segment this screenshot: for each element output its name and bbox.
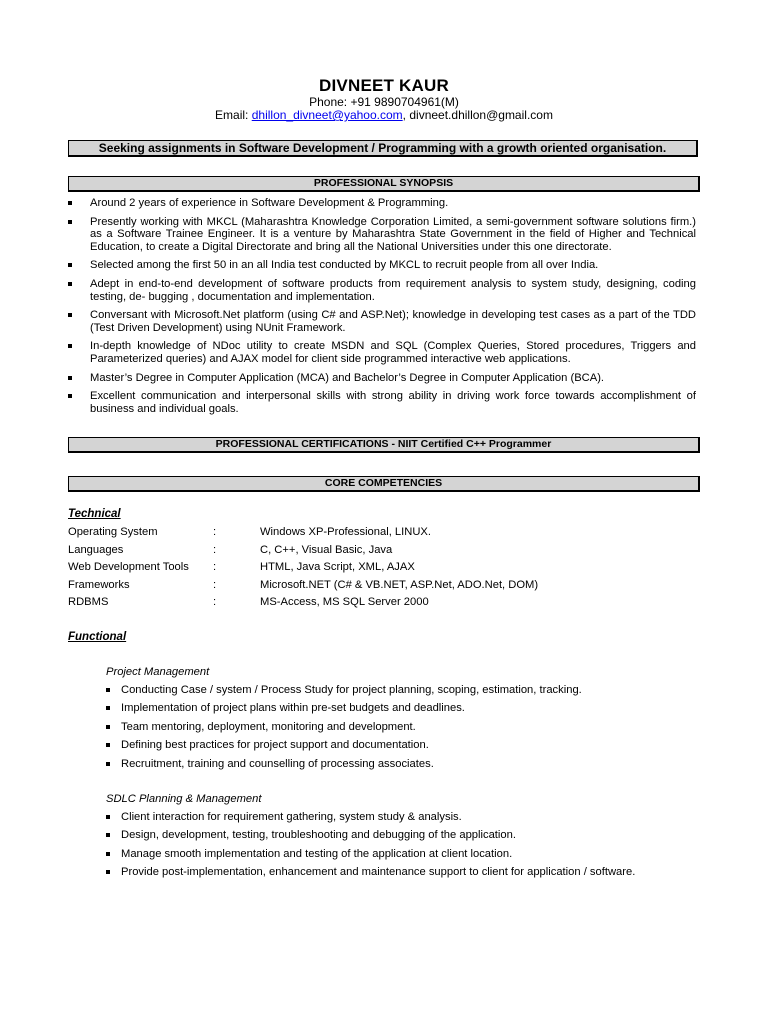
synopsis-section-bar: PROFESSIONAL SYNOPSIS (68, 176, 700, 192)
list-item: Around 2 years of experience in Software Development & Programming. (68, 197, 696, 210)
list-item: Provide post-implementation, enhancement and maintenance support to client for application / software. (106, 866, 706, 884)
list-item: In-depth knowledge of NDoc utility to create MSDN and SQL (Complex Queries, Stored procedures, Triggers and Parameterized queries) and AJAX model for client side programmed interactive web applications. (68, 340, 696, 365)
table-row: Web Development Tools : HTML, Java Script, XML, AJAX (68, 561, 415, 573)
list-item: Implementation of project plans within pre-set budgets and deadlines. (106, 702, 706, 720)
table-row: Frameworks : Microsoft.NET (C# & VB.NET, ASP.Net, ADO.Net, DOM) (68, 578, 539, 591)
square-bullet-icon (68, 201, 72, 205)
square-bullet-icon (68, 344, 72, 348)
project-management-title: Project Management (106, 666, 210, 678)
candidate-name: DIVNEET KAUR (319, 76, 449, 95)
square-bullet-icon (68, 313, 72, 317)
email-secondary: divneet.dhillon@gmail.com (409, 108, 553, 122)
list-item: Conducting Case / system / Process Study for project planning, scoping, estimation, tracking. (106, 684, 706, 702)
synopsis-list (68, 197, 696, 421)
resume-header (0, 76, 768, 122)
list-item: Presently working with MKCL (Maharashtra Knowledge Corporation Limited, a semi-government software solutions firm.) as a Software Trainee Engineer. It is a venture by Maharashtra State Government in the field of Higher and Technical Education, to create a Digital Directorate and bring all the National Universities under this one directorate. (68, 216, 696, 254)
square-bullet-icon (106, 725, 110, 729)
phone-number: +91 9890704961(M) (350, 95, 459, 109)
technical-skills-table (68, 526, 538, 614)
phone-label: Phone: (309, 95, 348, 109)
square-bullet-icon (106, 852, 110, 856)
square-bullet-icon (68, 376, 72, 380)
square-bullet-icon (106, 706, 110, 710)
email-primary-link[interactable]: dhillon_divneet@yahoo.com (251, 108, 403, 122)
list-item: Master’s Degree in Computer Application (MCA) and Bachelor’s Degree in Computer Application (BCA). (68, 372, 696, 385)
email-line (0, 109, 768, 122)
list-item: Team mentoring, deployment, monitoring and development. (106, 721, 706, 739)
table-row: Languages : C, C++, Visual Basic, Java (68, 543, 393, 556)
list-item: Design, development, testing, troubleshooting and debugging of the application. (106, 829, 706, 847)
square-bullet-icon (68, 263, 72, 267)
certifications-section-bar: PROFESSIONAL CERTIFICATIONS - NIIT Certified C++ Programmer (68, 437, 700, 453)
list-item: Manage smooth implementation and testing of the application at client location. (106, 848, 706, 866)
list-item: Selected among the first 50 in an all India test conducted by MKCL to recruit people from all over India. (68, 259, 696, 272)
project-management-list (106, 684, 706, 776)
list-item: Client interaction for requirement gathering, system study & analysis. (106, 811, 706, 829)
email-label: Email: (215, 108, 249, 122)
square-bullet-icon (106, 833, 110, 837)
objective-box: Seeking assignments in Software Development / Programming with a growth oriented organisation. (68, 140, 698, 157)
table-row: Operating System : Windows XP-Professional, LINUX. (68, 526, 431, 538)
square-bullet-icon (68, 220, 72, 224)
square-bullet-icon (68, 394, 72, 398)
square-bullet-icon (106, 743, 110, 747)
sdlc-list (106, 811, 706, 885)
list-item: Conversant with Microsoft.Net platform (using C# and ASP.Net); knowledge in developing test cases as a part of the TDD (Test Driven Development) using NUnit Framework. (68, 309, 696, 334)
square-bullet-icon (106, 688, 110, 692)
square-bullet-icon (106, 815, 110, 819)
list-item: Recruitment, training and counselling of processing associates. (106, 758, 706, 776)
competencies-section-bar: CORE COMPETENCIES (68, 476, 700, 492)
list-item: Defining best practices for project support and documentation. (106, 739, 706, 757)
square-bullet-icon (68, 282, 72, 286)
functional-heading: Functional (68, 631, 127, 643)
email-separator: , (402, 108, 407, 122)
sdlc-title: SDLC Planning & Management (106, 793, 262, 805)
square-bullet-icon (106, 870, 110, 874)
square-bullet-icon (106, 762, 110, 766)
list-item: Excellent communication and interpersonal skills with strong ability in driving work force towards accomplishment of business and individual goals. (68, 390, 696, 415)
table-row: RDBMS : MS-Access, MS SQL Server 2000 (68, 596, 429, 608)
list-item: Adept in end-to-end development of software products from requirement analysis to system study, designing, coding testing, de- bugging , documentation and implementation. (68, 278, 696, 303)
technical-heading: Technical (68, 508, 121, 520)
